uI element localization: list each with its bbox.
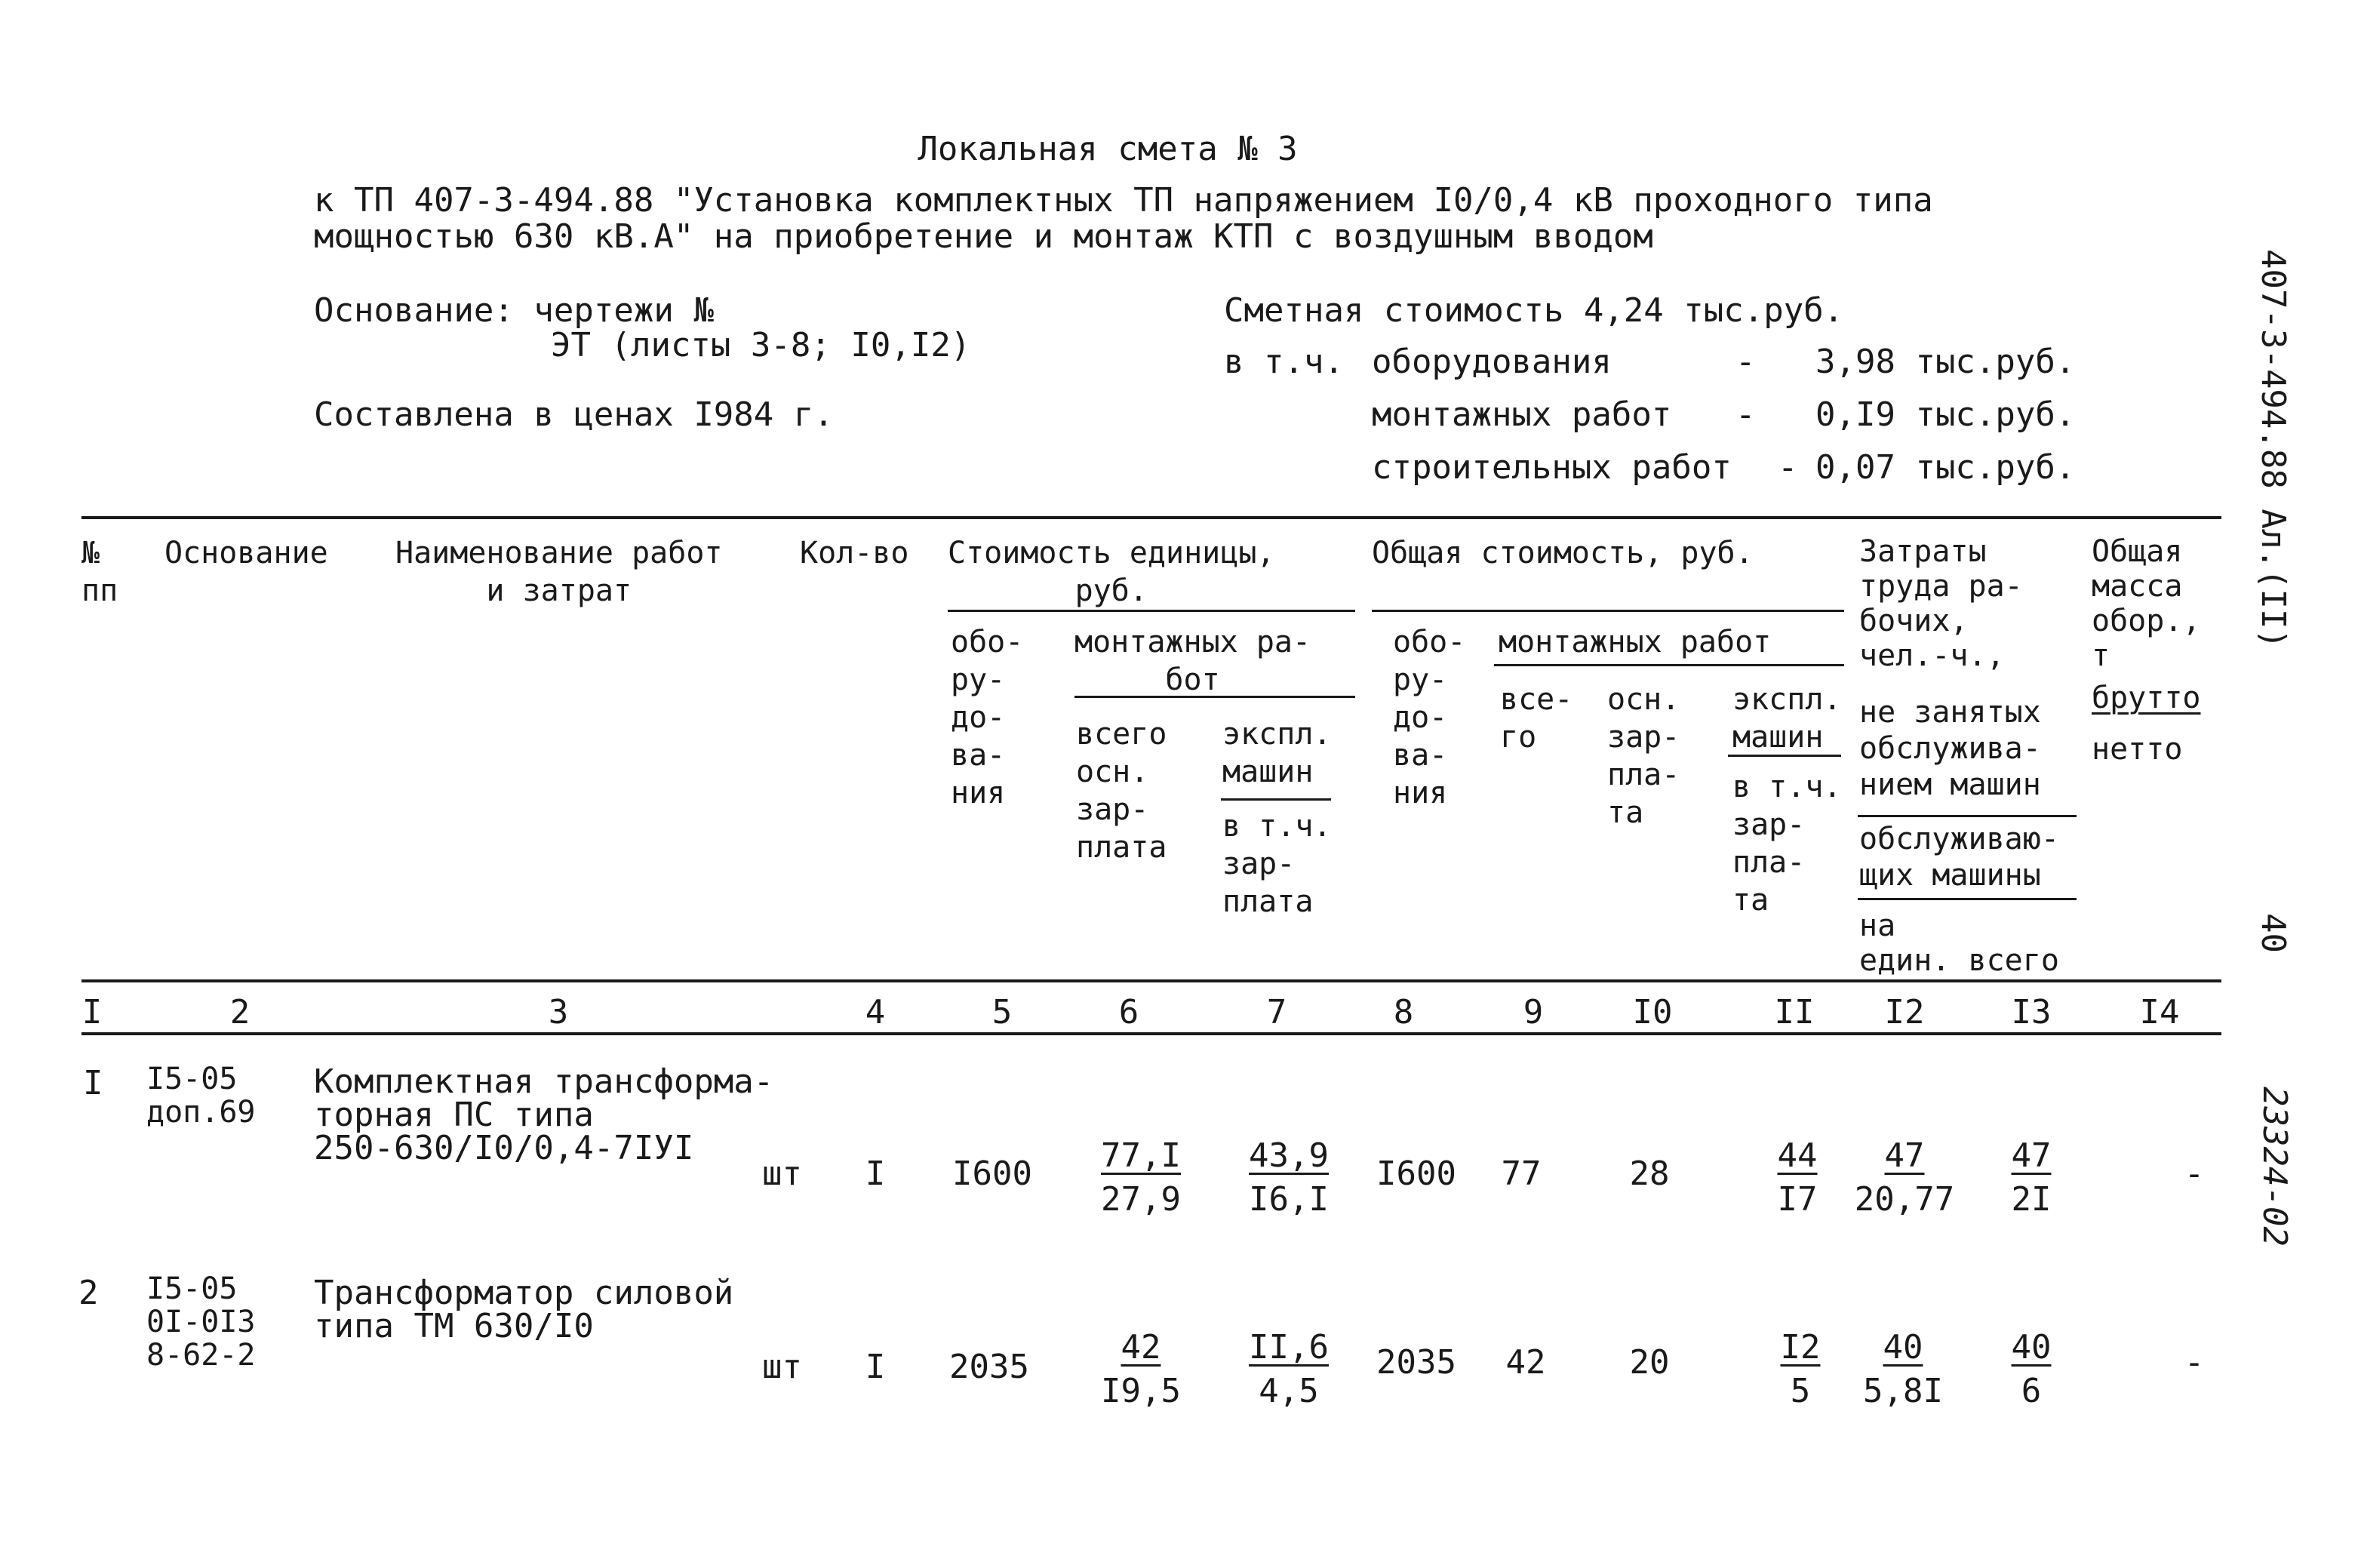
row-unit: шт	[762, 1154, 802, 1193]
cost-item-label: оборудования	[1372, 343, 1612, 381]
col-number: 9	[1523, 993, 1544, 1031]
cost-item-label: строительных работ	[1372, 448, 1732, 487]
labor-not-rule	[1858, 815, 2077, 817]
row-unit-mach: $\frac{43,9}{I6,I}$	[1249, 1136, 1329, 1219]
row-total-base: 20	[1629, 1343, 1670, 1382]
header-unit-mount-mach: экспл. машин	[1222, 717, 1332, 789]
row-total-equip: I600	[1376, 1154, 1456, 1193]
header-total-mount-mach: экспл. машин	[1732, 682, 1842, 755]
col-number: 4	[865, 993, 886, 1031]
header-total-mount-base: осн. зар- пла- та	[1607, 682, 1680, 830]
header-labor-not-busy: не занятых обслужива- нием машин	[1859, 695, 2041, 802]
header-labor: Затраты труда ра- бочих, чел.-ч.,	[1859, 534, 2023, 673]
cost-item-dash: -	[1735, 395, 1756, 434]
total-mount-rule	[1494, 664, 1844, 666]
row-total-mach: $\frac{I2}{5}$	[1780, 1328, 1821, 1410]
row-qty: I	[865, 1154, 886, 1193]
row-unit-equip: 2035	[949, 1348, 1029, 1386]
col-number: I2	[1884, 993, 1925, 1031]
row-unit-mount: $\frac{77,I}{27,9}$	[1101, 1136, 1181, 1219]
col-number: 5	[991, 993, 1013, 1031]
prices-note: Составлена в ценах I984 г.	[314, 395, 834, 434]
col-number: I3	[2011, 993, 2052, 1031]
row-number: I	[83, 1064, 103, 1102]
margin-page-number: 40	[2254, 913, 2292, 953]
header-total-mount-mach-incl: в т.ч. зар- пла- та	[1732, 770, 1842, 918]
row-total-mach: $\frac{44}{I7}$	[1777, 1136, 1818, 1219]
row-labor-total: $\frac{47}{2I}$	[2011, 1136, 2052, 1219]
col-number: 3	[548, 993, 569, 1031]
header-labor-per-unit: на един. всего	[1859, 909, 2059, 978]
document-subtitle-line1: к ТП 407-3-494.88 "Установка комплектных ТП напряжением I0/0,4 кВ проходного типа	[314, 181, 1933, 220]
header-name: Наименование работ и затрат	[395, 536, 723, 608]
unit-mach-rule	[1221, 798, 1331, 801]
row-total-base: 28	[1629, 1154, 1670, 1193]
incl-label: в т.ч.	[1224, 343, 1344, 381]
document-title: Локальная смета № 3	[918, 130, 1298, 168]
cost-item-label: монтажных работ	[1372, 395, 1672, 434]
header-mass-gross: брутто	[2092, 681, 2201, 715]
col-number: I4	[2139, 993, 2180, 1031]
margin-stamp: 23324-02	[2255, 1087, 2294, 1247]
row-qty: I	[865, 1348, 886, 1386]
header-unit-equip: обо- ру- до- ва- ния	[951, 625, 1024, 810]
row-unit: шт	[762, 1348, 802, 1386]
labor-serv-rule	[1858, 898, 2077, 900]
header-unit-mount-mach-incl: в т.ч. зар- плата	[1222, 809, 1332, 919]
header-qty: Кол-во	[800, 536, 909, 570]
header-unit-mount-total: всего осн. зар- плата	[1076, 717, 1167, 865]
row-unit-mach: $\frac{II,6}{4,5}$	[1249, 1328, 1329, 1410]
header-basis: Основание	[164, 536, 328, 570]
row-mass: -	[2184, 1154, 2205, 1193]
header-unit-cost: Стоимость единицы, руб.	[948, 536, 1275, 608]
basis-value: ЭТ (листы 3-8; I0,I2)	[551, 326, 971, 364]
col-number: I	[81, 993, 103, 1031]
unit-cost-rule	[948, 610, 1355, 612]
col-number: 6	[1118, 993, 1139, 1031]
col-number-rule	[81, 1032, 2221, 1035]
row-labor-total: $\frac{40}{6}$	[2011, 1328, 2052, 1410]
col-number: 7	[1266, 993, 1287, 1031]
estimate-total: Сметная стоимость 4,24 тыс.руб.	[1224, 291, 1844, 330]
row-total-mount: 42	[1505, 1343, 1546, 1382]
header-bottom-rule	[81, 979, 2221, 982]
table-top-rule	[81, 516, 2221, 519]
header-total-mount: монтажных работ	[1499, 625, 1772, 659]
row-labor-unit: $\frac{47}{20,77}$	[1854, 1136, 1955, 1219]
row-name: Комплектная трансформа- торная ПС типа 250-630/I0/0,4-7IУI	[314, 1062, 774, 1167]
cost-item-dash: -	[1735, 343, 1756, 381]
document-subtitle-line2: мощностью 630 кВ.А" на приобретение и монтаж КТП с воздушным вводом	[314, 217, 1653, 256]
row-number: 2	[78, 1274, 99, 1312]
header-unit-mount: монтажных ра- бот	[1074, 625, 1311, 697]
col-number: I0	[1632, 993, 1673, 1031]
cost-item-value: 3,98 тыс.руб.	[1815, 343, 2076, 381]
header-total-mount-all: все- го	[1500, 682, 1573, 755]
margin-code: 407-3-494.88 Ал.(II)	[2254, 249, 2292, 649]
row-basis: I5-05 доп.69	[146, 1062, 256, 1130]
col-number: 8	[1393, 993, 1414, 1031]
row-total-equip: 2035	[1376, 1343, 1456, 1382]
header-mass: Общая масса обор., т	[2092, 534, 2201, 673]
cost-item-value: 0,I9 тыс.руб.	[1815, 395, 2076, 434]
row-unit-equip: I600	[952, 1154, 1032, 1193]
col-number: 2	[229, 993, 251, 1031]
row-total-mount: 77	[1501, 1154, 1542, 1193]
row-mass: -	[2184, 1343, 2205, 1382]
basis-label: Основание: чертежи №	[314, 291, 714, 330]
header-labor-servicing: обслуживаю- щих машины	[1859, 822, 2059, 893]
row-name: Трансформатор силовой типа ТМ 630/I0	[314, 1274, 734, 1345]
cost-item-value: 0,07 тыс.руб.	[1815, 448, 2076, 487]
total-cost-rule	[1372, 610, 1844, 612]
row-unit-mount: $\frac{42}{I9,5}$	[1101, 1328, 1181, 1410]
col-number: II	[1774, 993, 1815, 1031]
row-basis: I5-05 0I-0I3 8-62-2	[146, 1271, 256, 1373]
header-total-equip: обо- ру- до- ва- ния	[1393, 625, 1466, 810]
header-num: № пп	[81, 536, 118, 608]
header-mass-net: нетто	[2092, 732, 2183, 767]
cost-item-dash: -	[1778, 448, 1798, 487]
row-labor-unit: $\frac{40}{5,8I}$	[1863, 1328, 1943, 1410]
header-total-cost: Общая стоимость, руб.	[1372, 536, 1754, 570]
